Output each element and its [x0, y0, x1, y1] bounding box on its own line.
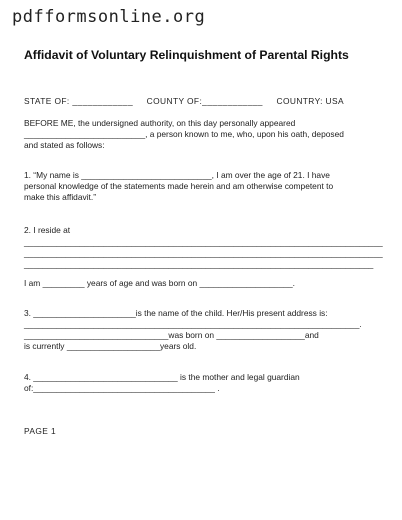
para2-intro: 2. I reside at — [24, 225, 71, 235]
para1-line-1: 1. “My name is ____________________________, I am over the age of 21. I have — [24, 170, 330, 180]
para3-line-3: _______________________________was born on ___________________and — [24, 330, 319, 340]
address-blank-line-1: _____________________________________________________________________________ — [24, 237, 383, 247]
para3-line-2: ________________________________________________________________________. — [24, 319, 362, 329]
para1-line-3: make this affidavit.” — [24, 192, 96, 202]
before-me-line-1: BEFORE ME, the undersigned authority, on this day personally appeared — [24, 118, 296, 128]
para4-line-1: 4. _______________________________ is the mother and legal guardian — [24, 372, 300, 382]
address-blank-line-2: _____________________________________________________________________________ — [24, 248, 383, 258]
para3-line-4: is currently ____________________years old. — [24, 341, 197, 351]
site-watermark: pdfformsonline.org — [12, 7, 206, 27]
state-county-country-line: STATE OF: ____________ COUNTY OF:____________ COUNTRY: USA — [24, 96, 344, 106]
para1-line-2: personal knowledge of the statements made herein and am otherwise competent to — [24, 181, 334, 191]
para4-line-2: of:_______________________________________ . — [24, 383, 220, 393]
para3-line-1: 3. ______________________is the name of the child. Her/His present address is: — [24, 308, 328, 318]
before-me-line-3: and stated as follows: — [24, 140, 105, 150]
document-title: Affidavit of Voluntary Relinquishment of Parental Rights — [24, 48, 349, 62]
age-birth-line: I am _________ years of age and was born on ____________________. — [24, 278, 296, 288]
before-me-line-2: __________________________, a person known to me, who, upon his oath, deposed — [24, 129, 344, 139]
address-blank-line-3: ___________________________________________________________________________ — [24, 259, 374, 269]
page-number: PAGE 1 — [24, 426, 57, 436]
